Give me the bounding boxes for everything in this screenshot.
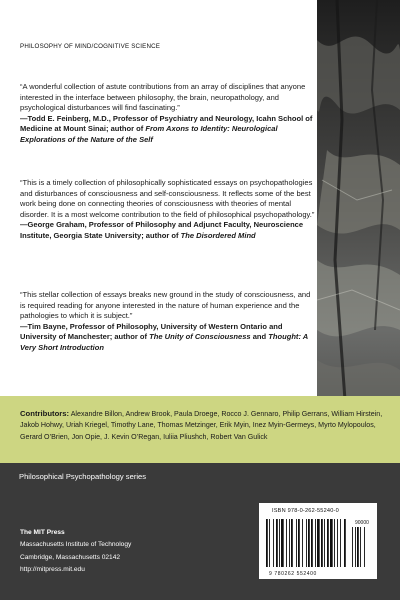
quote-text: “A wonderful collection of astute contributions from an array of disciplines that anyone interested in the interface between philosophy, the brain, neuropathology, and psychological disturbances will find fascinating.”	[20, 82, 306, 113]
attribution-conjunction: and	[250, 332, 269, 342]
blurb-quote	[20, 178, 316, 242]
blurb-quote	[20, 290, 316, 354]
contributors-names: Alexandre Billon, Andrew Brook, Paula Droege, Rocco J. Gennaro, Philip Gerrans, William Hirstein, Jakob Hohwy, Uriah Kriegel, Timothy Lane, Thomas Metzinger, Erik Myin, Inez Myin-Germeys, Myrto Mylopoulos, Gerard O’Brien, Jon Opie, J. Kevin O’Regan, Iuliia Pliushch, Robert Van Gulick	[20, 410, 383, 441]
barcode-digits: 9 780262 552400	[269, 571, 317, 577]
book-title: The Disordered Mind	[180, 230, 256, 240]
price-code: 90000	[355, 520, 369, 526]
book-title: From Axons to Identity: Neurological Explorations of the Nature of the Self	[20, 124, 278, 144]
blurb-quote	[20, 82, 316, 146]
quote-attribution	[20, 322, 316, 354]
publisher-url[interactable]: http://mitpress.mit.edu	[20, 566, 85, 574]
book-title: The Unity of Consciousness	[149, 332, 251, 342]
publisher-address-line: Cambridge, Massachusetts 02142	[20, 553, 121, 561]
publisher-address-line: Massachusetts Institute of Technology	[20, 541, 132, 549]
attribution-text: —Todd E. Feinberg, M.D., Professor of Psychiatry and Neurology, Icahn School of Medicine at Mount Sinai; author of	[20, 113, 313, 134]
isbn-label: ISBN 978-0-262-55240-0	[272, 508, 339, 514]
quote-text: “This stellar collection of essays breaks new ground in the study of consciousness, and is required reading for anyone interested in the nature of human experience and the pathologies to which it is subject.”	[20, 290, 311, 321]
book-title-2: Thought: A Very Short Introduction	[20, 332, 308, 352]
quote-text: “This is a timely collection of philosophically sophisticated essays on psychopathologies and disturbances of consciousness and self-consciousness. It reflects some of the best work being done on connecting theories of consciousness with theories of mental disorder. It is a most welcome contribution to the field of philosophical psychopathology.”	[20, 178, 315, 219]
quote-attribution	[20, 220, 316, 241]
book-series-name: Philosophical Psychopathology series	[19, 472, 147, 481]
attribution-text: —George Graham, Professor of Philosophy and Adjunct Faculty, Neuroscience Institute, Georgia State University; author of	[20, 220, 304, 240]
subject-category: PHILOSOPHY OF MIND/COGNITIVE SCIENCE	[20, 43, 161, 50]
publisher-block	[20, 527, 131, 577]
attribution-text: —Tim Bayne, Professor of Philosophy, University of Western Ontario and University of Manchester; author of	[20, 321, 283, 342]
publisher-name: The MIT Press	[20, 529, 65, 536]
contributors-label: Contributors:	[20, 409, 70, 418]
barcode-graphic	[266, 519, 371, 569]
quote-attribution	[20, 114, 316, 146]
contributors-list	[20, 408, 392, 443]
